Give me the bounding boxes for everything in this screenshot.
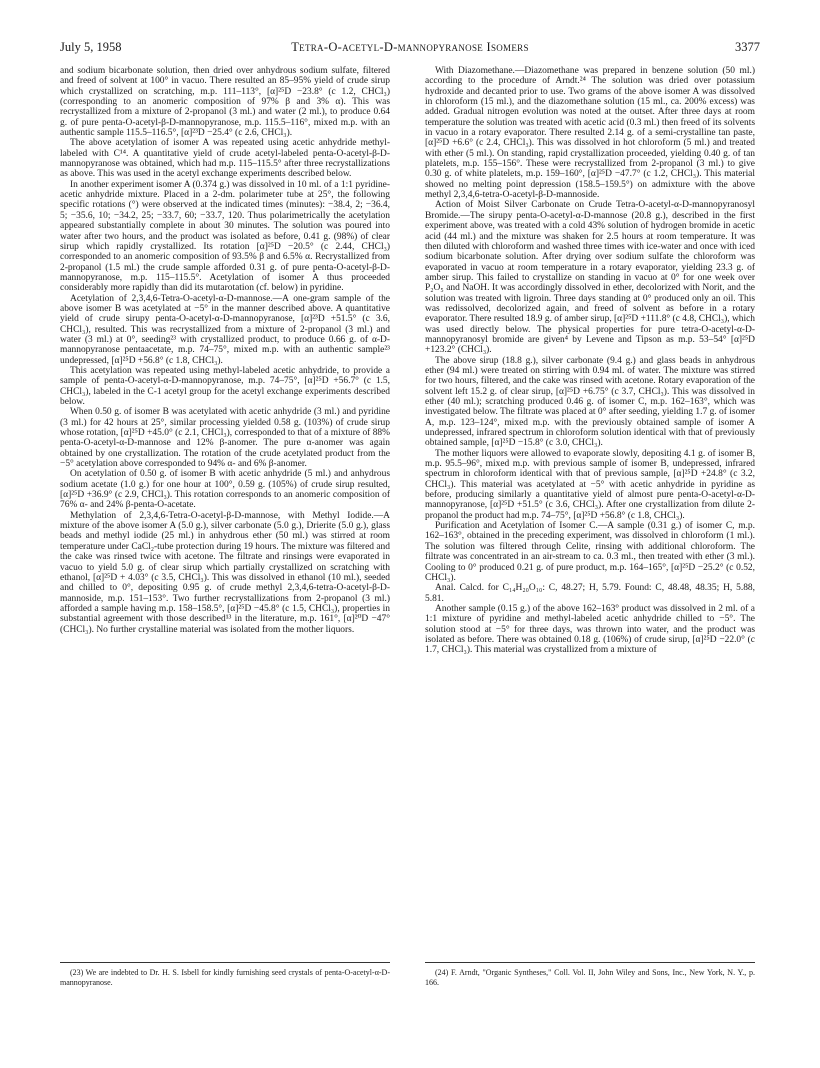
paragraph: Purification and Acetylation of Isomer C.—A sample (0.31 g.) of isomer C, m.p. 162–163°, obtained in the preceding experiment, was dissolved in chloroform (1 ml.). The solution was filtered through Celite, rinsing with additional chloroform. The filtrate was concentrated in an air-stream to ca. 0.3 ml., then treated with ether (3 ml.). Cooling to 0° produced 0.21 g. of pure product, m.p. 164–165°, [α]²⁵D −25.2° (c 0.52, CHCl₃). [425, 521, 755, 583]
paragraph: Anal. Calcd. for C₁₄H₂₀O₁₀: C, 48.27; H, 5.79. Found: C, 48.48, 48.35; H, 5.88, 5.81. [425, 583, 755, 604]
paragraph: The mother liquors were allowed to evaporate slowly, depositing 4.1 g. of isomer B, m.p. 95.5–96°, mixed m.p. with previous sample of isomer B, undepressed, infrared spectrum in chloroform identical with that of previous sample, [α]²⁵D +24.8° (c 3.2, CHCl₃). This material was acetylated at −5° with acetic anhydride in pyridine as before, producing similarly a quantitative yield of almost pure penta-O-acetyl-α-D-mannopyranose, [α]²⁵D +51.5° (c 3.6, CHCl₃). After one crystallization from dilute 2-propanol the product had m.p. 74–75°, [α]²⁵D +56.8° (c 1.8, CHCl₃). [425, 448, 755, 521]
left-column [60, 66, 390, 950]
header-date: July 5, 1958 [60, 40, 122, 54]
paragraph: Action of Moist Silver Carbonate on Crude Tetra-O-acetyl-α-D-mannopyranosyl Bromide.—The sirupy penta-O-acetyl-α-D-mannose (20.8 g.), described in the first experiment above, was treated with a cold 43% solution of hydrogen bromide in acetic acid (44 ml.) and the mixture was shaken for 2.5 hours at room temperature. It was then diluted with chloroform and washed three times with ice-water and once with iced sodium bicarbonate solution. After drying over sodium sulfate the chloroform was evaporated in vacuo at room temperature in a rotary evaporator, yielding 23.3 g. of amber sirup. This failed to crystallize on standing in vacuo at 0° for one week over P₂O₅ and NaOH. It was accordingly dissolved in ether, decolorized with Norit, and the solution was treated with ligroin. Three days standing at 0° produced only an oil. This was redissolved, decolorized again, and freed of solvent as before in a rotary evaporator. There resulted 18.9 g. of amber sirup, [α]²⁵D +111.8° (c 4.8, CHCl₃), which was used directly below. The physical properties for pure tetra-O-acetyl-α-D-mannopyranosyl bromide are given⁴ by Levene and Tipson as m.p. 53–54° [α]²⁵D +123.2° (CHCl₃). [425, 200, 756, 356]
page-number: 3377 [735, 40, 760, 54]
paragraph: Methylation of 2,3,4,6-Tetra-O-acetyl-β-D-mannose, with Methyl Iodide.—A mixture of the above isomer A (5.0 g.), silver carbonate (5.0 g.), Drierite (5.0 g.), glass beads and methyl iodide (25 ml.) in anhydrous ether (50 ml.) was stirred at room temperature under CaCl₂-tube protection during 19 hours. The mixture was filtered and the cake was rinsed twice with acetone. The filtrate and rinsings were evaporated in vacuo to yield 5.0 g. of clear sirup which partially crystallized on scratching with ethanol, [α]²⁵D + 4.03° (c 3.5, CHCl₃). This was dissolved in ethanol (10 ml.), seeded and chilled to 0°, depositing 0.95 g. of crude methyl 2,3,4,6-tetra-O-acetyl-β-D-mannoside, m.p. 151–153°. Two further recrystallizations from 2-propanol (3 ml.) afforded a sample having m.p. 158–158.5°, [α]²⁵D −45.8° (c 1.5, CHCl₃), properties in substantial agreement with those described¹³ in the literature, m.p. 161°, [α]²⁰D −47° (CHCl₃). No further crystalline material was isolated from the mother liquors. [60, 510, 390, 635]
footnote-text: (23) We are indebted to Dr. H. S. Isbell for kindly furnishing seed crystals of penta-O-acetyl-α-D-mannopyranose. [60, 968, 390, 987]
paragraph: In another experiment isomer A (0.374 g.) was dissolved in 10 ml. of a 1:1 pyridine-acetic anhydride mixture. Placed in a 2-dm. polarimeter tube at 25°, the following specific rotations (°) were observed at the indicated times (minutes): −38.4, 2; −36.4, 5; −35.6, 10; −34.2, 25; −33.7, 60; −33.7, 120. Thus polarimetrically the acetylation appeared substantially complete in about 30 minutes. The solution was poured into water after two hours, and the product was isolated as before, 0.41 g. (98%) of clear sirup which rapidly crystallized. Its rotation [α]²⁵D −20.5° (c 2.44, CHCl₃) corresponded to an anomeric composition of 93.5% β and 6.5% α. Recrystallized from 2-propanol (1.5 ml.) the crude sample afforded 0.31 g. of pure penta-O-acetyl-β-D-mannopyranose, m.p. 115–115.5°. Acetylation of isomer A thus proceeded considerably more rapidly than did its mutarotation (cf. below) in pyridine. [60, 179, 390, 294]
footnote-23 [60, 968, 390, 988]
paragraph: and sodium bicarbonate solution, then dried over anhydrous sodium sulfate, filtered and freed of solvent at 100° in vacuo. There resulted an 85–95% yield of crude sirup which crystallized on scratching, m.p. 111–113°, [α]²⁵D −23.8° (c 1.2, CHCl₃) (corresponding to an anomeric composition of 97% β and 3% α). This was recrystallized from a mixture of 2-propanol (3 ml.) and water (2 ml.), to produce 0.64 g. of pure penta-O-acetyl-β-D-mannopyranose, m.p. 115.5–116°, mixed m.p. with an authentic sample 115.5–116.5°, [α]²³D −25.4° (c 2.6, CHCl₃). [60, 66, 390, 139]
paragraph: The above acetylation of isomer A was repeated using acetic anhydride methyl-labeled with C¹⁴. A quantitative yield of crude acetyl-labeled penta-O-acetyl-β-D-mannopyranose was obtained, which had m.p. 115–115.5° after three recrystallizations as above. This was used in the acetyl exchange experiments described below. [60, 138, 390, 180]
paragraph: On acetylation of 0.50 g. of isomer B with acetic anhydride (5 ml.) and anhydrous sodium acetate (1.0 g.) for one hour at 100°, 0.59 g. (105%) of crude sirup resulted, [α]²⁵D +36.9° (c 2.9, CHCl₃). This rotation corresponds to an anomeric composition of 76% α- and 24% β-penta-O-acetate. [60, 469, 390, 511]
paragraph: When 0.50 g. of isomer B was acetylated with acetic anhydride (3 ml.) and pyridine (3 ml.) for 42 hours at 25°, similar processing yielded 0.58 g. (103%) of crude sirup whose rotation, [α]²⁵D +45.0° (c 2.1, CHCl₃), corresponded to that of a mixture of 88% penta-O-acetyl-α-D-mannose and 12% β-anomer. The pure α-anomer was again obtained by one crystallization. The rotation of the crude acetylated product from the −5° acetylation above corresponded to 94% α- and 6% β-anomer. [60, 407, 390, 470]
paragraph: With Diazomethane.—Diazomethane was prepared in benzene solution (50 ml.) according to the procedure of Arndt.²⁴ The solution was dried over potassium hydroxide and decanted prior to use. Two grams of the above isomer A was dissolved in chloroform (15 ml.), and the diazomethane solution (15 ml., ca. 200% excess) was added. Gradual nitrogen evolution was noted at the outset. After three days at room temperature the solution was treated with acetic acid (0.3 ml.) then freed of its solvents in vacuo in a rotary evaporator. There resulted 2.14 g. of a semi-crystalline tan paste, [α]²⁵D +6.6° (c 2.4, CHCl₃). This was dissolved in hot chloroform (5 ml.) and treated with ether (5 ml.). On standing, rapid crystallization proceeded, yielding 0.40 g. of tan platelets, m.p. 155–156°. These were recrystallized from 2-propanol (3 ml.) to give 0.30 g. of white platelets, m.p. 159–160°, [α]²⁵D −47.7° (c 1.2, CHCl₃). This material showed no melting point depression (158.5–159.5°) on admixture with the above methyl 2,3,4,6-tetra-O-acetyl-β-D-mannoside. [425, 66, 755, 201]
paragraph: Acetylation of 2,3,4,6-Tetra-O-acetyl-α-D-mannose.—A one-gram sample of the above isomer B was acetylated at −5° in the manner described above. A quantitative yield of crude sirupy penta-O-acetyl-α-D-mannopyranose, [α]²³D +51.5° (c 3.6, CHCl₃), resulted. This was recrystallized from a mixture of 2-propanol (3 ml.) and water (3 ml.) at 0°, seeding²³ with crystallized product, to produce 0.66 g. of α-D-mannopyranose pentaacetate, m.p. 74–75°, mixed m.p. with an authentic sample²³ undepressed, [α]²⁵D +56.8° (c 1.8, CHCl₃). [60, 293, 390, 366]
footnote-rule [425, 962, 755, 963]
running-header [60, 40, 760, 56]
right-column [425, 66, 755, 950]
paragraph: The above sirup (18.8 g.), silver carbonate (9.4 g.) and glass beads in anhydrous ether (94 ml.) were treated on stirring with 0.94 ml. of water. The mixture was stirred for two hours, filtered, and the cake was rinsed with acetone. Rotary evaporation of the solvent left 15.2 g. of clear sirup, [α]²⁵D +6.75° (c 3.7, CHCl₃). This was dissolved in ether (40 ml.); scratching produced 0.46 g. of isomer C, m.p. 162–163°, which was investigated below. The filtrate was placed at 0° after seeding, yielding 1.7 g. of isomer A, m.p. 123–124°, mixed m.p. with the previously obtained sample of isomer A undepressed, infrared spectrum in chloroform solution identical with that of previously obtained sample, [α]²⁵D −15.8° (c 3.0, CHCl₃). [425, 355, 755, 449]
paragraph: Another sample (0.15 g.) of the above 162–163° product was dissolved in 2 ml. of a 1:1 mixture of pyridine and methyl-labeled acetic anhydride chilled to −5°. The solution stood at −5° for three days, was thrown into water, and the product was isolated as before. There was obtained 0.18 g. (106%) of crude sirup, [α]²⁵D −22.0° (c 1.7, CHCl₃). This material was crystallized from a mixture of [425, 603, 755, 656]
footnote-24 [425, 968, 755, 988]
header-title: Tetra-O-acetyl-D-mannopyranose Isomers [291, 40, 529, 54]
footnote-text: (24) F. Arndt, "Organic Syntheses," Coll. Vol. II, John Wiley and Sons, Inc., New York, N. Y., p. 166. [425, 968, 755, 987]
paragraph: This acetylation was repeated using methyl-labeled acetic anhydride, to provide a sample of penta-O-acetyl-α-D-mannopyranose, m.p. 74–75°, [α]²⁵D +56.7° (c 1.5, CHCl₃), labeled in the C-1 acetyl group for the acetyl exchange experiments described below. [60, 365, 390, 407]
footnote-rule [60, 962, 390, 963]
